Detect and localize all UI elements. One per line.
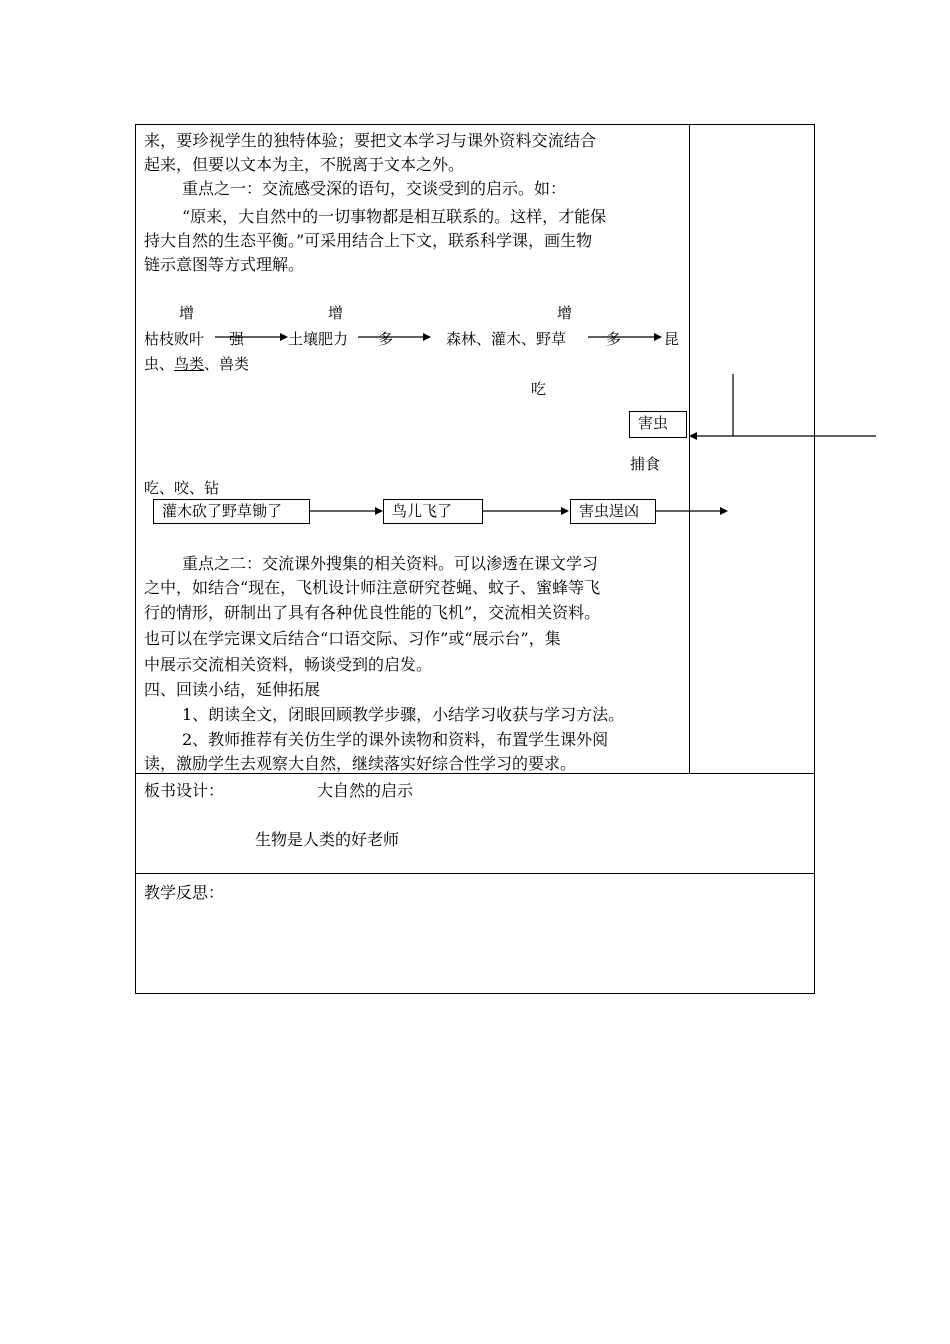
paragraph-line: “原来，大自然中的一切事物都是相互联系的。这样，才能保 — [182, 207, 607, 226]
chain-node-insects-cont — [144, 353, 249, 374]
paragraph-line: 重点之一：交流感受深的语句，交谈受到的启示。如： — [182, 179, 567, 198]
paragraph-line: 链示意图等方式理解。 — [144, 255, 305, 274]
chain-box-birds-gone: 鸟儿飞了 — [383, 499, 483, 524]
chain-label-increase: 增 — [179, 304, 195, 322]
chain-box-pest: 害虫 — [629, 411, 687, 438]
chain-node-dead-leaves: 枯枝败叶 — [144, 330, 205, 348]
chain-text-birds: 鸟类 — [174, 355, 205, 373]
section-heading: 四、回读小结，延伸拓展 — [144, 680, 321, 699]
paragraph-line: 中展示交流相关资料，畅谈受到的启发。 — [144, 655, 433, 674]
chain-arrow-label: 多 — [606, 330, 622, 348]
chain-box-shrubs-cut: 灌木砍了野草锄了 — [153, 499, 310, 524]
table-left-border — [135, 124, 136, 994]
chain-node-soil: 土壤肥力 — [288, 330, 349, 348]
chain-box-pests-rampant: 害虫逞凶 — [570, 499, 656, 524]
chain-label-eat-bite-drill: 吃、咬、钻 — [144, 479, 220, 497]
chain-arrow-label: 强 — [229, 330, 245, 348]
teaching-reflection-label: 教学反思： — [144, 883, 225, 902]
chain-text: 虫、 — [144, 355, 175, 373]
list-item: 2、教师推荐有关仿生学的课外读物和资料，布置学生课外阅 — [182, 730, 609, 749]
table-bottom-border — [135, 993, 815, 994]
board-design-title: 大自然的启示 — [317, 781, 414, 800]
list-item: 1、朗读全文，闭眼回顾教学步骤，小结学习收获与学习方法。 — [182, 705, 625, 724]
table-column-divider — [689, 124, 690, 774]
chain-node-forest: 森林、灌木、野草 — [446, 330, 567, 348]
board-design-label: 板书设计： — [144, 781, 225, 800]
chain-label-increase: 增 — [328, 304, 344, 322]
list-item: 读，激励学生去观察大自然，继续落实好综合性学习的要求。 — [144, 754, 577, 773]
board-design-subtitle: 生物是人类的好老师 — [255, 830, 400, 849]
paragraph-line: 行的情形，研制出了具有各种优良性能的飞机”，交流相关资料。 — [144, 603, 601, 622]
paragraph-line: 持大自然的生态平衡。”可采用结合上下文，联系科学课，画生物 — [144, 231, 593, 250]
paragraph-line: 重点之二：交流课外搜集的相关资料。可以渗透在课文学习 — [182, 554, 599, 573]
chain-arrow-label: 多 — [378, 330, 394, 348]
paragraph-line: 之中，如结合“现在，飞机设计师注意研究苍蝇、蚊子、蜜蜂等飞 — [144, 578, 601, 597]
table-right-border — [814, 124, 815, 994]
paragraph-line: 来，要珍视学生的独特体验；要把文本学习与课外资料交流结合 — [144, 131, 597, 150]
paragraph-line: 也可以在学完课文后结合“口语交际、习作”或“展示台”，集 — [144, 629, 561, 648]
table-top-border — [135, 124, 815, 125]
chain-node-insects: 昆 — [664, 330, 680, 348]
chain-label-eat: 吃 — [531, 380, 547, 398]
chain-text: 、兽类 — [204, 355, 250, 373]
table-row-divider-2 — [135, 873, 815, 874]
chain-label-prey: 捕食 — [630, 455, 661, 473]
paragraph-line: 起来，但要以文本为主，不脱离于文本之外。 — [144, 155, 465, 174]
chain-label-increase: 增 — [557, 304, 573, 322]
